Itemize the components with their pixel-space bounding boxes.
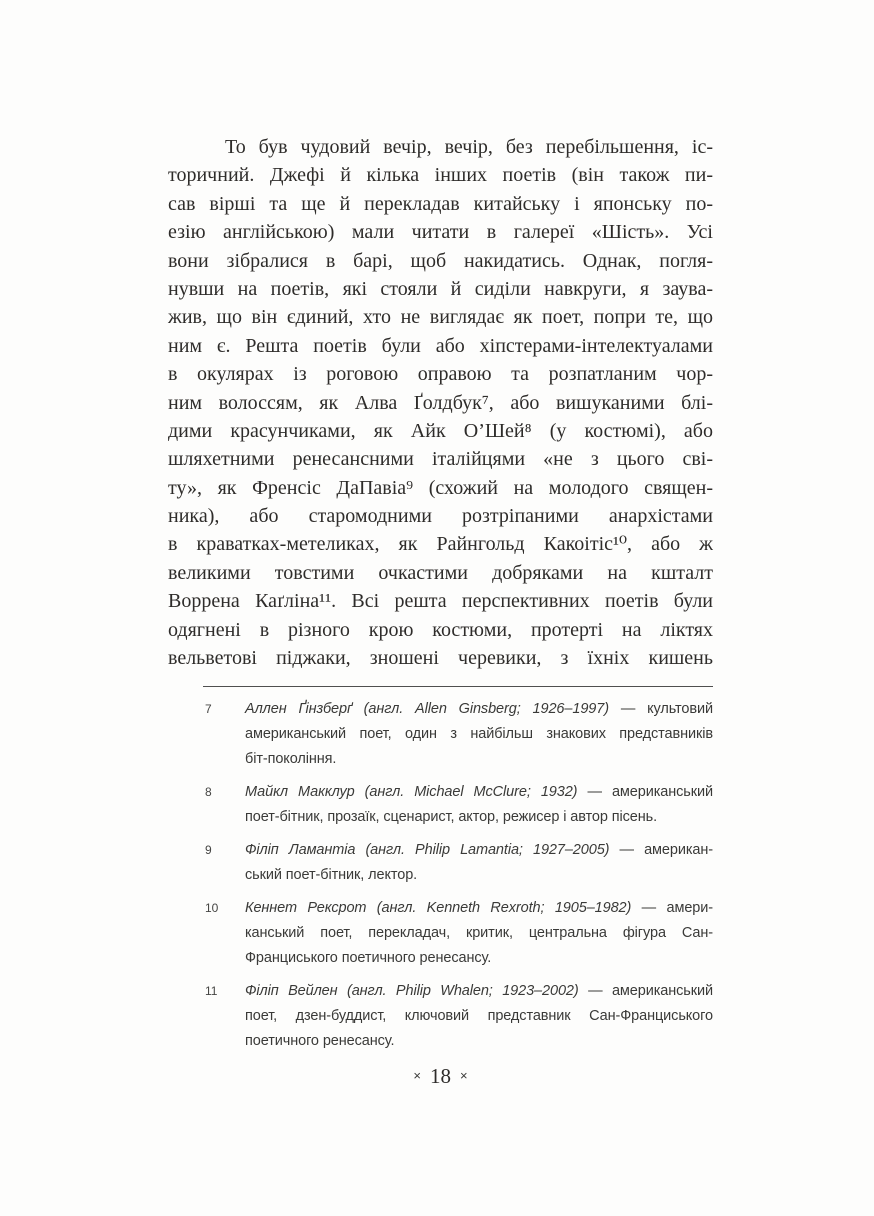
page-number-value: 18 <box>430 1064 451 1088</box>
footnote-person-name: Філіп Ламантіа (англ. Philip Lamantia; 1927–2005) <box>245 842 610 858</box>
footnote-number: 7 <box>205 702 212 716</box>
footnote-line: канський поет, перекладач, критик, центральна фігура Сан- <box>245 925 713 941</box>
footnote-line: ський поет-бітник, лектор. <box>245 867 418 883</box>
footnote-line: Франциського поетичного ренесансу. <box>245 950 492 966</box>
footnote-person-name: Аллен Ґінзберґ (англ. Allen Ginsberg; 1926–1997) <box>245 701 609 717</box>
footnote-text: — амери- <box>631 900 713 916</box>
paragraph-line: ту», як Френсіс ДаПавіа⁹ (схожий на молодого священ- <box>168 476 713 499</box>
footnote-item <box>203 896 713 971</box>
page-number <box>168 1064 713 1089</box>
paragraph-line: дими красунчиками, як Айк О’Шей⁸ (у костюмі), або <box>168 419 713 442</box>
paragraph-line: в краватках-метеликах, як Райнгольд Какоітіс¹⁰, або ж <box>168 533 713 556</box>
page-number-right-mark: × <box>460 1068 468 1083</box>
footnote-text: — американський <box>577 784 713 800</box>
footnote-line: біт-покоління. <box>245 751 337 767</box>
paragraph-line: вони зібралися в барі, щоб накидатись. Однак, погля- <box>168 249 713 272</box>
footnote-person-name: Майкл Макклур (англ. Michael McClure; 1932) <box>245 784 578 800</box>
paragraph-line: нувши на поетів, які стояли й сиділи навкруги, я заува- <box>168 277 713 300</box>
main-paragraph <box>168 133 713 672</box>
paragraph-line: вельветові піджаки, зношені черевики, з їхніх кишень <box>168 647 713 670</box>
footnote-line: американський поет, один з найбільш знакових представників <box>245 726 713 742</box>
footnote-item <box>203 979 713 1054</box>
footnote-line <box>245 979 713 1004</box>
footnote-line <box>245 896 713 921</box>
paragraph-line: ника), або старомодними розтріпаними анархістами <box>168 505 713 528</box>
paragraph-line: торичний. Джефі й кілька інших поетів (він також пи- <box>168 164 713 187</box>
paragraph-line: сав вірші та ще й перекладав китайську і японську по- <box>168 192 713 215</box>
paragraph-line: ним волоссям, як Алва Ґолдбук⁷, або вишуканими блі- <box>168 391 713 414</box>
footnote-item <box>203 780 713 830</box>
paragraph-line: великими товстими очкастими добряками на кшталт <box>168 561 713 584</box>
footnote-number: 11 <box>205 984 218 998</box>
footnote-number: 9 <box>205 843 212 857</box>
footnote-text: — культовий <box>608 701 713 717</box>
footnote-line: поет, дзен-буддист, ключовий представник Сан-Франциського <box>245 1008 713 1024</box>
footnotes-block <box>203 697 713 1062</box>
footnote-item <box>203 697 713 772</box>
footnote-line <box>245 780 713 805</box>
paragraph-line: жив, що він єдиний, хто не виглядає як поет, попри те, що <box>168 306 713 329</box>
footnote-number: 8 <box>205 785 212 799</box>
footnote-number: 10 <box>205 901 219 915</box>
paragraph-line: езію англійською) мали читати в галереї «Шість». Усі <box>168 221 713 244</box>
footnote-text: — американ- <box>609 842 713 858</box>
footnote-line <box>245 838 713 863</box>
footnote-line <box>245 697 713 722</box>
paragraph-line: одягнені в різного крою костюми, протерті на ліктях <box>168 618 713 641</box>
paragraph-line: в окулярах із роговою оправою та розпатланим чор- <box>168 363 713 386</box>
paragraph-line: шляхетними ренесансними італійцями «не з цього сві- <box>168 448 713 471</box>
footnote-person-name: Кеннет Рексрот (англ. Kenneth Rexroth; 1905–1982) <box>245 900 632 916</box>
footnote-line: поет-бітник, прозаїк, сценарист, актор, режисер і автор пісень. <box>245 809 658 825</box>
footnote-person-name: Філіп Вейлен (англ. Philip Whalen; 1923–2002) <box>245 983 579 999</box>
page-number-left-mark: × <box>413 1068 421 1083</box>
paragraph-line: Воррена Каґліна¹¹. Всі решта перспективних поетів були <box>168 590 713 613</box>
paragraph-line: То був чудовий вечір, вечір, без перебільшення, іс- <box>225 136 713 158</box>
paragraph-line: ним є. Решта поетів були або хіпстерами-інтелектуалами <box>168 334 713 357</box>
footnote-separator <box>203 686 713 687</box>
footnote-text: — американський <box>578 983 713 999</box>
footnote-line: поетичного ренесансу. <box>245 1033 395 1049</box>
footnote-item <box>203 838 713 888</box>
